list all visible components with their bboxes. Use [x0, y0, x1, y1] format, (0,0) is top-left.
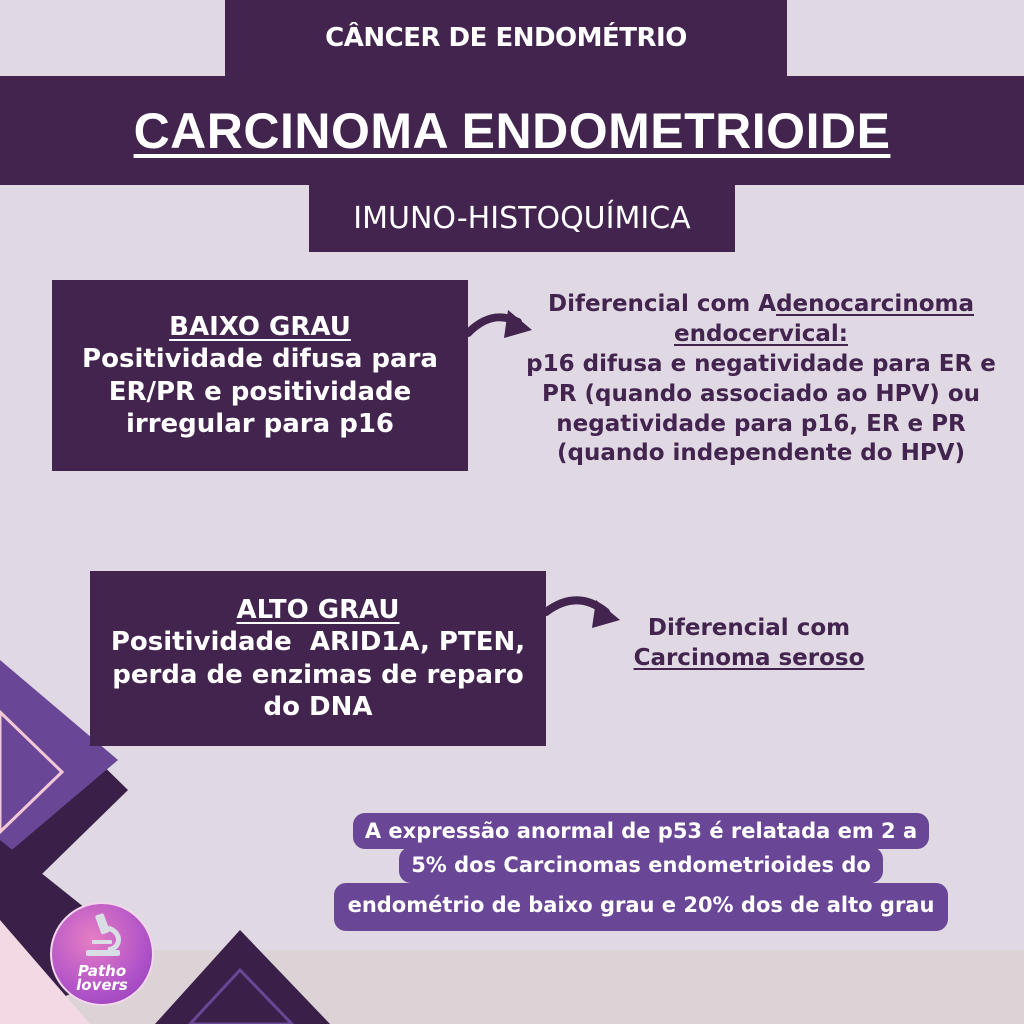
patho-lovers-logo — [50, 902, 154, 1006]
low-grade-differential — [522, 290, 1000, 469]
microscope-icon — [78, 912, 128, 958]
top-category-tab — [225, 0, 787, 76]
low-diff-intro: Diferencial com A — [548, 291, 777, 317]
logo-line-1: Patho — [77, 962, 127, 980]
p53-line-1: A expressão anormal de p53 é relatada em 2 a — [353, 813, 929, 849]
high-grade-text: Positividade ARID1A, PTEN, perda de enzimas de reparo do DNA — [110, 627, 535, 722]
p53-note — [316, 813, 966, 931]
high-diff-intro: Diferencial com — [647, 615, 851, 641]
logo-line-2: lovers — [76, 975, 128, 994]
low-grade-heading: BAIXO GRAU — [169, 312, 351, 343]
high-diff-title: Carcinoma seroso — [633, 644, 865, 671]
bottom-strip — [0, 950, 1024, 1024]
title-band — [0, 76, 1024, 185]
subtitle-tab — [309, 184, 735, 252]
page-title: CARCINOMA ENDOMETRIOIDE — [133, 102, 891, 159]
logo-text — [76, 962, 128, 994]
page-subtitle: IMUNO-HISTOQUÍMICA — [353, 200, 691, 236]
low-grade-box — [52, 280, 468, 471]
high-grade-box — [90, 571, 546, 746]
low-grade-text: Positividade difusa para ER/PR e positividade irregular para p16 — [82, 344, 438, 439]
low-diff-body: p16 difusa e negatividade para ER e PR (quando associado ao HPV) ou negatividade para p16, ER e PR (quando independente do HPV) — [526, 350, 996, 467]
low-diff-title-a: denocarcinoma — [776, 291, 974, 317]
p53-line-3: endométrio de baixo grau e 20% dos de alto grau — [334, 883, 949, 931]
high-grade-heading: ALTO GRAU — [236, 595, 400, 626]
category-label: CÂNCER DE ENDOMÉTRIO — [325, 23, 687, 53]
p53-line-2: 5% dos Carcinomas endometrioides do — [399, 847, 883, 883]
high-grade-differential — [610, 614, 888, 674]
low-diff-title-b: endocervical: — [674, 320, 848, 347]
